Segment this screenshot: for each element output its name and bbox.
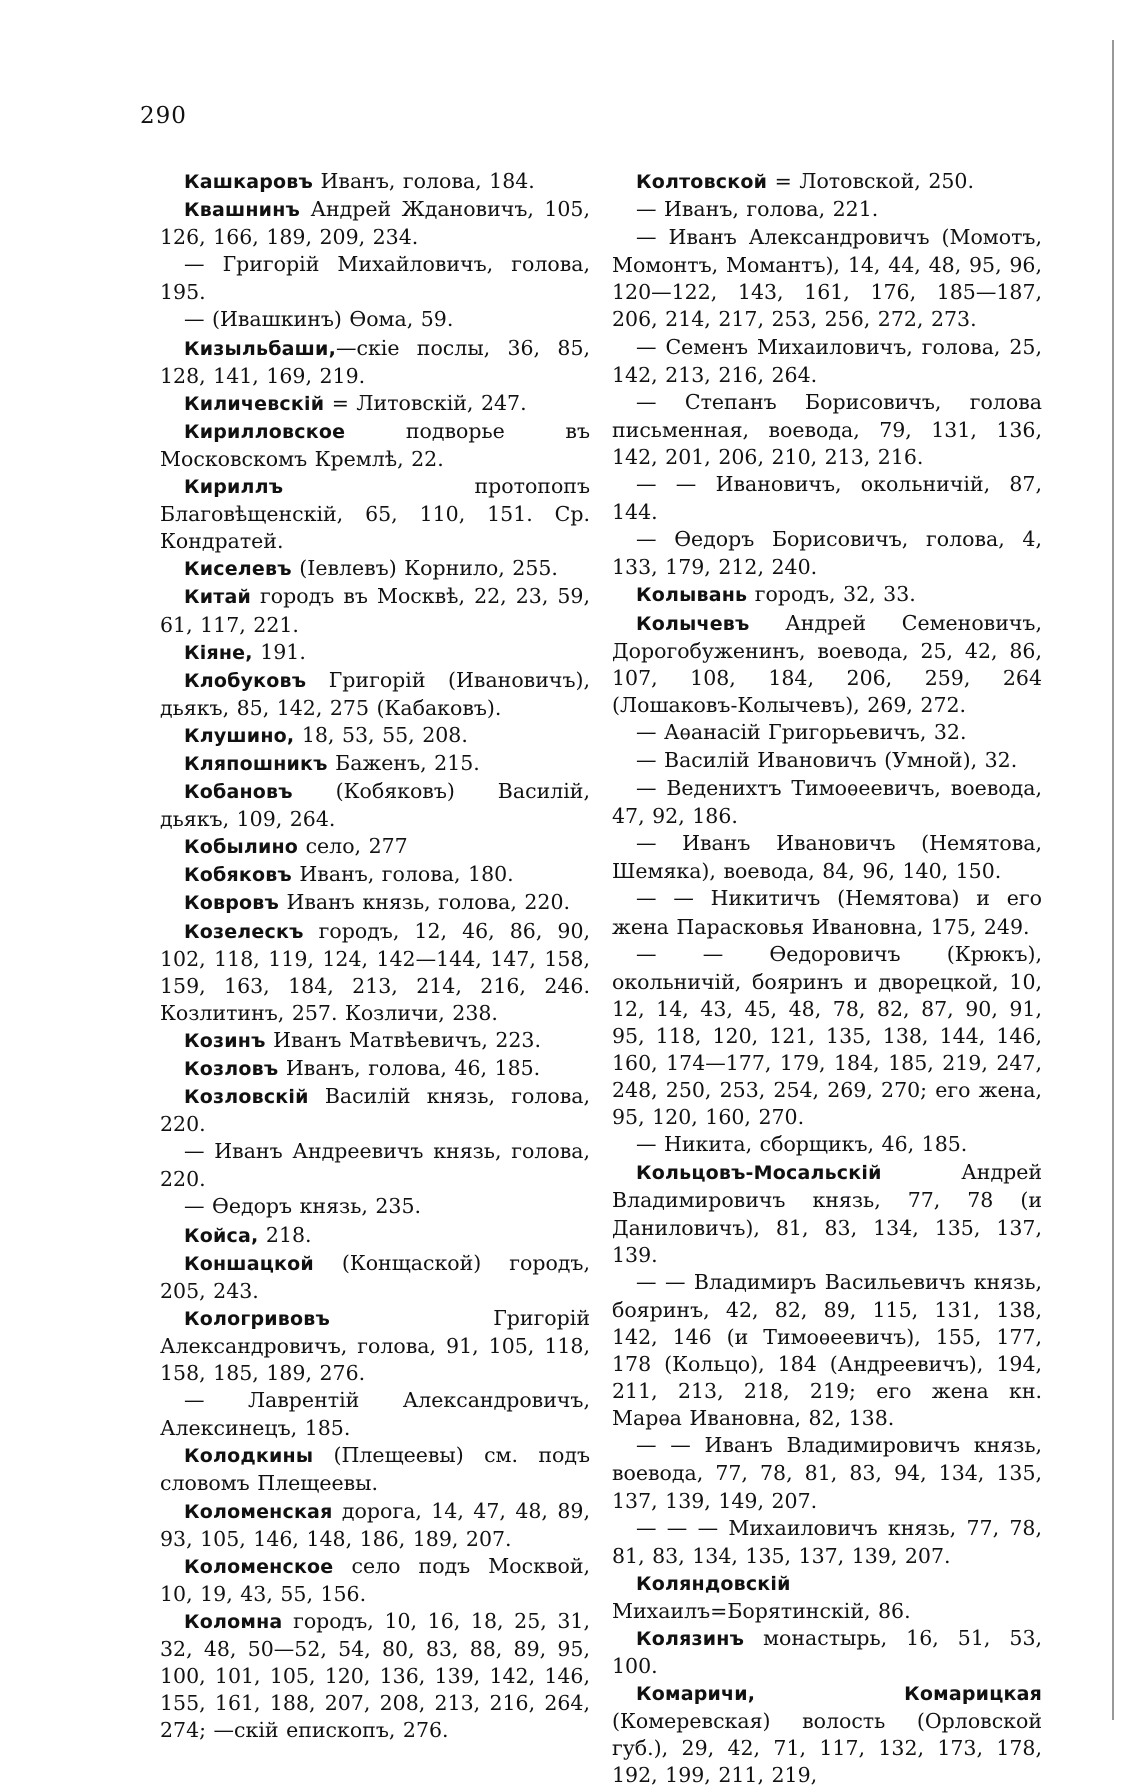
- entry-text: Андрей Ждановичъ, 105, 126, 166, 189, 209, 234.: [160, 197, 590, 250]
- entry-headword: Кобылино: [184, 836, 299, 859]
- entry-text: —скіе послы, 36, 85, 128, 141, 169, 219.: [160, 335, 590, 388]
- entry-text: — Иванъ Андреевичъ князь, голова, 220.: [160, 1139, 590, 1192]
- index-entry: [160, 1442, 590, 1497]
- entry-text: Иванъ, голова, 184.: [313, 169, 535, 193]
- entry-headword: Кизыльбаши,: [184, 337, 336, 360]
- entry-text: — Григорій Михайловичъ, голова, 195.: [160, 252, 590, 305]
- entry-text: Михаилъ=Борятинскій, 86.: [612, 1598, 911, 1623]
- entry-headword: Киличевскій: [184, 392, 325, 415]
- entry-headword: Клобуковъ: [184, 669, 307, 692]
- index-entry: [160, 196, 590, 251]
- entry-text: (Плещеевы) см. подъ словомъ Плещеевы.: [160, 1443, 590, 1496]
- entry-headword: Козелескъ: [184, 920, 304, 943]
- entry-text: подворье въ Московскомъ Кремлѣ, 22.: [160, 418, 590, 471]
- index-entry: [160, 168, 590, 196]
- index-entry: [612, 719, 1042, 747]
- entry-headword: Козловъ: [184, 1058, 279, 1080]
- index-entry: [160, 1608, 590, 1744]
- index-entry: [612, 830, 1042, 885]
- index-entry: [612, 1159, 1042, 1268]
- entry-text: — Ѳедоръ Борисовичъ, голова, 4, 133, 179, 212, 240.: [612, 527, 1042, 580]
- index-entry: [612, 747, 1042, 775]
- index-entry: [612, 196, 1042, 224]
- entry-text: — Василій Ивановичъ (Умной), 32.: [636, 747, 1018, 772]
- index-entry: [612, 334, 1042, 389]
- entry-headword: Комаричи, Комарицкая: [636, 1683, 1042, 1706]
- entry-headword: Коншацкой: [184, 1252, 314, 1275]
- index-entry: [612, 224, 1042, 333]
- entry-text: Баженъ, 215.: [327, 750, 480, 775]
- entry-text: — Иванъ Ивановичъ (Немятова, Шемяка), воевода, 84, 96, 140, 150.: [612, 831, 1042, 884]
- index-entry: [612, 885, 1042, 940]
- index-entry: [160, 667, 590, 722]
- index-entry: [612, 1269, 1042, 1433]
- entry-headword: Колодкины: [184, 1445, 314, 1468]
- entry-headword: Ковровъ: [184, 892, 279, 915]
- index-entry: [160, 1387, 590, 1442]
- entry-headword: Кириллъ: [184, 476, 284, 499]
- entry-headword: Козловскій: [184, 1086, 309, 1109]
- scan-edge-line: [1112, 40, 1114, 1720]
- entry-headword: Кляпошникъ: [184, 752, 328, 775]
- index-entry: [160, 583, 590, 638]
- entry-text: — Семенъ Михаиловичъ, голова, 25, 142, 213, 216, 264.: [612, 334, 1042, 387]
- entry-headword: Квашнинъ: [184, 199, 300, 222]
- entry-headword: Колывань: [636, 584, 748, 607]
- index-entry: [160, 1222, 590, 1250]
- entry-text: Иванъ князь, голова, 220.: [278, 890, 571, 915]
- index-entry: [160, 1193, 590, 1221]
- entry-text: Григорій Александровичъ, голова, 91, 105, 118, 158, 185, 189, 276.: [160, 1305, 590, 1386]
- entry-text: городъ, 12, 46, 86, 90, 102, 118, 119, 124, 142—144, 147, 158, 159, 163, 184, 213, 214, 216, 246. Козлитинъ, 257. Козличи, 238.: [160, 918, 590, 1025]
- entry-text: — Ѳедоръ князь, 235.: [184, 1194, 422, 1219]
- index-entry: [160, 722, 590, 750]
- entry-headword: Кологривовъ: [184, 1307, 330, 1330]
- entry-text: — Иванъ, голова, 221.: [636, 197, 879, 222]
- entry-text: — Лаврентій Александровичъ, Алексинецъ, 185.: [160, 1388, 590, 1441]
- entry-text: — — Владимиръ Васильевичъ князь, бояринъ, 42, 82, 89, 115, 131, 138, 142, 146 (и Тимоѳеевичъ), 155, 177, 178 (Кольцо), 184 (Андреевичъ), 194, 211, 213, 218, 219; его жена кн. Марѳа Ивановна, 82, 138.: [612, 1269, 1042, 1431]
- entry-text: 191.: [252, 639, 306, 664]
- page-number: 290: [140, 103, 187, 129]
- entry-headword: Козинъ: [184, 1029, 266, 1052]
- index-entry: [160, 861, 590, 889]
- entry-headword: Колязинъ: [636, 1627, 745, 1650]
- index-entry: [160, 473, 590, 555]
- entry-headword: Кобяковъ: [184, 864, 292, 887]
- index-entry: [160, 1027, 590, 1055]
- index-entry: [160, 1553, 590, 1608]
- entry-text: (Кобяковъ) Василій, дьякъ, 109, 264.: [160, 779, 590, 832]
- entry-text: Иванъ Матвѣевичъ, 223.: [265, 1027, 541, 1052]
- index-entry: [160, 1305, 590, 1387]
- entry-text: село подъ Москвой, 10, 19, 43, 55, 156.: [160, 1553, 590, 1606]
- entry-headword: Кіяне,: [184, 641, 253, 664]
- entry-headword: Коломенская: [184, 1500, 333, 1523]
- entry-text: — Никита, сборщикъ, 46, 185.: [636, 1132, 968, 1157]
- entry-text: городъ, 32, 33.: [747, 582, 916, 607]
- entry-text: городъ въ Москвѣ, 22, 23, 59, 61, 117, 221.: [160, 584, 590, 637]
- entry-text: Григорій (Ивановичъ), дьякъ, 85, 142, 275 (Кабаковъ).: [160, 667, 590, 720]
- entry-headword: Коляндовскій: [636, 1572, 791, 1595]
- index-entry: [160, 251, 590, 306]
- index-entry: [160, 918, 590, 1027]
- entry-text: 218.: [258, 1222, 312, 1247]
- entry-headword: Коломна: [184, 1610, 283, 1633]
- entry-text: (Конщаской) городъ, 205, 243.: [160, 1250, 590, 1303]
- index-column-left: [160, 168, 590, 1744]
- entry-headword: Кашкаровъ: [184, 171, 314, 193]
- entry-text: протопопъ Благовѣщенскій, 65, 110, 151. Ср. Кондратей.: [160, 474, 590, 554]
- entry-text: — — Никитичъ (Немятова) и его жена Парасковья Ивановна, 175, 249.: [612, 886, 1042, 939]
- entry-text: 18, 53, 55, 208.: [294, 722, 468, 747]
- index-entry: [160, 306, 590, 334]
- entry-text: Василій князь, голова, 220.: [160, 1084, 590, 1137]
- entry-text: — Веденихтъ Тимоѳеевичъ, воевода, 47, 92, 186.: [612, 776, 1042, 829]
- index-entry: [160, 555, 590, 583]
- entry-headword: Киселевъ: [184, 558, 292, 581]
- index-entry: [160, 778, 590, 833]
- entry-headword: Клушино,: [184, 724, 295, 747]
- index-column-right: [612, 168, 1042, 1790]
- index-entry: [160, 889, 590, 917]
- entry-headword: Кольцовъ-Мосальскій: [636, 1162, 882, 1185]
- entry-text: городъ, 10, 16, 18, 25, 31, 32, 48, 50—52, 54, 80, 83, 88, 89, 95, 100, 101, 105, 120, 136, 139, 142, 146, 155, 161, 188, 207, 208, 213, 216, 264, 274; —скій епископъ, 276.: [160, 1608, 590, 1743]
- entry-headword: Колычевъ: [636, 612, 750, 635]
- entry-text: Андрей Семеновичъ, Дорогобуженинъ, воевода, 25, 42, 86, 107, 108, 184, 206, 259, 264 (Лошаковъ-Колычевъ), 269, 272.: [612, 610, 1042, 717]
- entry-headword: Кобановъ: [184, 781, 293, 804]
- entry-text: (Комеревская) волость (Орловской губ.), 29, 42, 71, 117, 132, 173, 178, 192, 199, 211, 219,: [612, 1709, 1042, 1788]
- entry-text: Андрей Владимировичъ князь, 77, 78 (и Даниловичъ), 81, 83, 134, 135, 137, 139.: [612, 1160, 1042, 1267]
- entry-text: — Степанъ Борисовичъ, голова письменная, воевода, 79, 131, 136, 142, 201, 206, 210, 213, 216.: [612, 389, 1042, 469]
- index-entry: [612, 168, 1042, 196]
- entry-text: — Аѳанасій Григорьевичъ, 32.: [636, 719, 967, 744]
- index-entry: [612, 1625, 1042, 1680]
- index-entry: [612, 1131, 1042, 1159]
- index-entry: [160, 390, 590, 418]
- index-entry: [160, 750, 590, 778]
- index-entry: [160, 639, 590, 667]
- entry-text: — — Ивановичъ, окольничій, 87, 144.: [612, 472, 1042, 525]
- entry-headword: Койса,: [184, 1224, 259, 1247]
- index-entry: [612, 775, 1042, 830]
- entry-text: Иванъ, голова, 180.: [291, 862, 514, 887]
- index-entry: [612, 526, 1042, 581]
- entry-text: село, 277: [298, 834, 408, 859]
- entry-text: дорога, 14, 47, 48, 89, 93, 105, 146, 148, 186, 189, 207.: [160, 1498, 590, 1551]
- entry-headword: Коломенское: [184, 1555, 334, 1578]
- entry-text: — — Ѳедоровичъ (Крюкъ), окольничій, бояринъ и дворецкой, 10, 12, 14, 43, 45, 48, 78, 82, 87, 90, 91, 95, 118, 120, 121, 135, 138, 144, 146, 160, 174—177, 179, 184, 185, 219, 247, 248, 250, 253, 254, 269, 270; его жена, 95, 120, 160, 270.: [612, 941, 1042, 1130]
- index-entry: [160, 1083, 590, 1138]
- index-entry: [160, 1498, 590, 1553]
- index-entry: [160, 833, 590, 861]
- entry-text: = Лотовской, 250.: [767, 169, 974, 193]
- entry-text: — — — Михаиловичъ князь, 77, 78, 81, 83, 134, 135, 137, 139, 207.: [612, 1515, 1042, 1568]
- index-entry: [160, 418, 590, 473]
- entry-text: Иванъ, голова, 46, 185.: [278, 1056, 541, 1080]
- entry-text: = Литовскій, 247.: [324, 390, 527, 415]
- entry-text: — (Ивашкинъ) Ѳома, 59.: [184, 307, 454, 332]
- entry-text: — — Иванъ Владимировичъ князь, воевода, 77, 78, 81, 83, 94, 134, 135, 137, 139, 149, 207.: [612, 1433, 1042, 1513]
- index-entry: [160, 1250, 590, 1305]
- entry-headword: Колтовской: [636, 171, 768, 193]
- index-entry: [612, 389, 1042, 471]
- index-entry: [612, 581, 1042, 609]
- entry-text: — Иванъ Александровичъ (Момотъ, Момонтъ, Момантъ), 14, 44, 48, 95, 96, 120—122, 143, 161, 176, 185—187, 206, 214, 217, 253, 256, 272, 273.: [612, 225, 1042, 332]
- index-entry: [612, 1515, 1042, 1570]
- index-entry: [612, 941, 1042, 1132]
- index-entry: [612, 471, 1042, 526]
- entry-text: (Іевлевъ) Корнило, 255.: [291, 556, 558, 581]
- entry-text: монастырь, 16, 51, 53, 100.: [612, 1625, 1042, 1679]
- index-entry: [160, 1055, 590, 1083]
- entry-headword: Кирилловское: [184, 420, 346, 443]
- index-entry: [612, 1432, 1042, 1514]
- index-entry: [612, 1680, 1042, 1789]
- index-entry: [160, 1138, 590, 1193]
- index-entry: [160, 335, 590, 390]
- index-entry: [612, 1570, 1042, 1625]
- entry-headword: Китай: [184, 586, 251, 609]
- index-entry: [612, 610, 1042, 719]
